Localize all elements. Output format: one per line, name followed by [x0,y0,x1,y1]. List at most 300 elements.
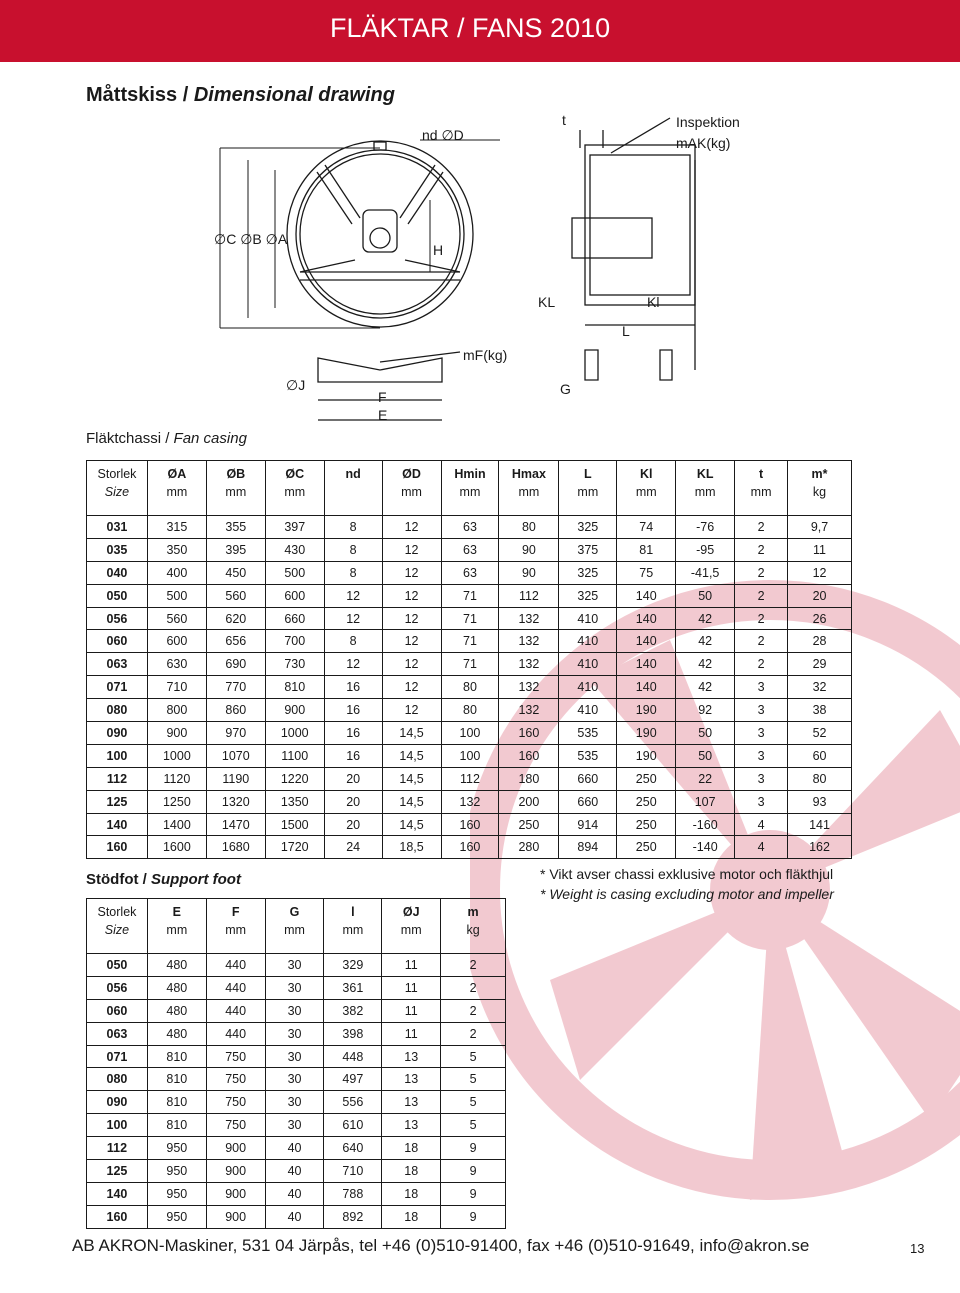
value-cell: 2 [735,653,788,676]
column-unit: mm [676,483,735,505]
value-cell: 710 [147,676,206,699]
value-cell: 2 [441,976,506,999]
value-cell: 325 [559,516,617,539]
value-cell: 40 [265,1160,324,1183]
value-cell: 1000 [147,744,206,767]
value-cell: 80 [788,767,852,790]
note-sv: * Vikt avser chassi exklusive motor och fläkthjul [540,866,834,882]
value-cell: 24 [324,836,382,859]
value-cell: 2 [735,561,788,584]
value-cell: 410 [559,699,617,722]
value-cell: 30 [265,1114,324,1137]
value-cell: 8 [324,538,382,561]
value-cell: 400 [147,561,206,584]
size-cell: 125 [87,1160,148,1183]
value-cell: 12 [382,607,441,630]
value-cell: 2 [441,999,506,1022]
casing-title-en: Fan casing [173,430,247,447]
value-cell: 1600 [147,836,206,859]
value-cell: 1000 [265,722,324,745]
value-cell: 5 [441,1068,506,1091]
label-kl-upper: KL [538,294,556,310]
value-cell: 600 [265,584,324,607]
table-row [87,538,852,561]
value-cell: 190 [617,744,676,767]
value-cell: 11 [788,538,852,561]
value-cell: 12 [382,630,441,653]
value-cell: 1400 [147,813,206,836]
size-cell: 056 [87,976,148,999]
value-cell: 16 [324,744,382,767]
value-cell: 690 [206,653,265,676]
value-cell: 950 [147,1182,206,1205]
value-cell: 1120 [147,767,206,790]
value-cell: 20 [324,813,382,836]
value-cell: 620 [206,607,265,630]
value-cell: 410 [559,630,617,653]
value-cell: 3 [735,744,788,767]
size-cell: 160 [87,836,148,859]
value-cell: 190 [617,699,676,722]
page-number: 13 [910,1241,925,1256]
value-cell: 480 [147,999,206,1022]
column-header: m* [788,461,852,484]
value-cell: 2 [441,1022,506,1045]
table-row [87,1205,506,1228]
value-cell: 132 [499,607,559,630]
table-row [87,976,506,999]
value-cell: 160 [499,722,559,745]
column-unit: mm [206,483,265,505]
value-cell: 14,5 [382,744,441,767]
value-cell: 13 [382,1091,441,1114]
value-cell: 892 [324,1205,382,1228]
value-cell: 730 [265,653,324,676]
value-cell: 5 [441,1045,506,1068]
column-header: Hmin [441,461,499,484]
table-row [87,767,852,790]
value-cell: 112 [499,584,559,607]
value-cell: 71 [441,653,499,676]
value-cell: 497 [324,1068,382,1091]
column-header: ØJ [382,899,441,922]
value-cell: 1500 [265,813,324,836]
value-cell: 750 [206,1091,265,1114]
value-cell: 141 [788,813,852,836]
value-cell: 112 [441,767,499,790]
value-cell: 398 [324,1022,382,1045]
value-cell: 450 [206,561,265,584]
column-unit: Size [87,921,148,943]
size-cell: 140 [87,1182,148,1205]
value-cell: 63 [441,516,499,539]
value-cell: 5 [441,1091,506,1114]
label-e: E [378,407,388,423]
value-cell: 329 [324,954,382,977]
value-cell: 770 [206,676,265,699]
value-cell: 93 [788,790,852,813]
value-cell: 3 [735,767,788,790]
size-cell: 100 [87,1114,148,1137]
value-cell: 410 [559,653,617,676]
size-cell: 090 [87,1091,148,1114]
value-cell: 350 [147,538,206,561]
label-cba: ∅C ∅B ∅A [214,231,288,247]
value-cell: 90 [499,538,559,561]
casing-title-sv: Fläktchassi / [86,430,174,447]
value-cell: 81 [617,538,676,561]
table-row [87,607,852,630]
value-cell: 50 [676,722,735,745]
value-cell: -140 [676,836,735,859]
value-cell: 40 [265,1205,324,1228]
size-cell: 071 [87,676,148,699]
fan-casing-table [86,460,852,859]
table-row [87,1045,506,1068]
value-cell: 52 [788,722,852,745]
label-inspektion: Inspektion [676,114,740,130]
label-g: G [560,381,571,397]
value-cell: 810 [265,676,324,699]
value-cell: 60 [788,744,852,767]
foot-table-header [87,899,506,944]
value-cell: 160 [499,744,559,767]
value-cell: 30 [265,954,324,977]
value-cell: 800 [147,699,206,722]
value-cell: -76 [676,516,735,539]
column-header: ØC [265,461,324,484]
value-cell: 900 [147,722,206,745]
value-cell: 325 [559,561,617,584]
value-cell: 8 [324,630,382,653]
column-header: nd [324,461,382,484]
value-cell: 361 [324,976,382,999]
value-cell: 600 [147,630,206,653]
value-cell: 700 [265,630,324,653]
column-unit: mm [206,921,265,943]
label-l: L [622,323,630,339]
value-cell: 750 [206,1068,265,1091]
value-cell: 9 [441,1160,506,1183]
value-cell: 12 [788,561,852,584]
size-cell: 112 [87,1137,148,1160]
value-cell: 12 [382,538,441,561]
column-header: KL [676,461,735,484]
table-row [87,744,852,767]
value-cell: 29 [788,653,852,676]
value-cell: 18,5 [382,836,441,859]
value-cell: 894 [559,836,617,859]
column-unit: mm [265,921,324,943]
value-cell: 250 [499,813,559,836]
size-cell: 056 [87,607,148,630]
table-row [87,699,852,722]
value-cell: 32 [788,676,852,699]
value-cell: 9 [441,1182,506,1205]
value-cell: 3 [735,699,788,722]
value-cell: 190 [617,722,676,745]
column-unit: mm [382,483,441,505]
fan-front-view [287,141,473,327]
value-cell: -95 [676,538,735,561]
value-cell: 50 [676,584,735,607]
value-cell: 1720 [265,836,324,859]
value-cell: 50 [676,744,735,767]
value-cell: 410 [559,676,617,699]
value-cell: 660 [265,607,324,630]
value-cell: 80 [441,699,499,722]
value-cell: 660 [559,767,617,790]
value-cell: 810 [147,1091,206,1114]
column-header: l [324,899,382,922]
value-cell: 2 [735,607,788,630]
value-cell: 900 [206,1182,265,1205]
value-cell: 4 [735,836,788,859]
column-unit: mm [147,921,206,943]
size-cell: 100 [87,744,148,767]
column-unit: mm [265,483,324,505]
value-cell: 75 [617,561,676,584]
size-cell: 125 [87,790,148,813]
value-cell: 382 [324,999,382,1022]
value-cell: 480 [147,954,206,977]
table-row [87,1160,506,1183]
value-cell: 315 [147,516,206,539]
value-cell: 440 [206,976,265,999]
value-cell: 1680 [206,836,265,859]
size-cell: 063 [87,1022,148,1045]
table-row [87,1182,506,1205]
size-cell: 060 [87,630,148,653]
value-cell: 3 [735,790,788,813]
value-cell: 20 [324,767,382,790]
value-cell: 535 [559,744,617,767]
value-cell: 71 [441,584,499,607]
value-cell: 132 [499,653,559,676]
size-cell: 060 [87,999,148,1022]
value-cell: 140 [617,653,676,676]
value-cell: 656 [206,630,265,653]
label-kl-lower: Kl [647,294,660,310]
column-header: t [735,461,788,484]
value-cell: 80 [499,516,559,539]
value-cell: 30 [265,976,324,999]
value-cell: 30 [265,999,324,1022]
column-unit: mm [324,921,382,943]
value-cell: 810 [147,1045,206,1068]
support-title-sv: Stödfot / [86,871,151,888]
value-cell: 140 [617,584,676,607]
value-cell: 556 [324,1091,382,1114]
value-cell: 440 [206,999,265,1022]
value-cell: 12 [324,584,382,607]
value-cell: 18 [382,1160,441,1183]
value-cell: 397 [265,516,324,539]
value-cell: 92 [676,699,735,722]
column-header: ØA [147,461,206,484]
fan-side-view [572,118,695,370]
value-cell: 26 [788,607,852,630]
table-row [87,836,852,859]
value-cell: 22 [676,767,735,790]
value-cell: 900 [206,1160,265,1183]
value-cell: 14,5 [382,790,441,813]
value-cell: 160 [441,813,499,836]
value-cell: 395 [206,538,265,561]
label-h: H [433,242,444,258]
value-cell: 970 [206,722,265,745]
column-header: ØD [382,461,441,484]
value-cell: 560 [206,584,265,607]
table-row [87,1068,506,1091]
value-cell: 2 [735,516,788,539]
value-cell: 9,7 [788,516,852,539]
value-cell: 1250 [147,790,206,813]
value-cell: 355 [206,516,265,539]
label-f: F [378,389,387,405]
value-cell: 9 [441,1205,506,1228]
table-row [87,1114,506,1137]
value-cell: 788 [324,1182,382,1205]
note-en: * Weight is casing excluding motor and impeller [540,886,834,902]
column-unit: mm [441,483,499,505]
value-cell: 107 [676,790,735,813]
value-cell: 12 [324,653,382,676]
label-mf: mF(kg) [463,347,508,363]
drawing-title-sv: Måttskiss / [86,84,194,106]
size-cell: 080 [87,699,148,722]
value-cell: 610 [324,1114,382,1137]
size-cell: 050 [87,954,148,977]
value-cell: 535 [559,722,617,745]
value-cell: 950 [147,1160,206,1183]
value-cell: 660 [559,790,617,813]
value-cell: 200 [499,790,559,813]
value-cell: 250 [617,767,676,790]
value-cell: 16 [324,699,382,722]
value-cell: 11 [382,999,441,1022]
value-cell: 16 [324,676,382,699]
value-cell: 28 [788,630,852,653]
size-cell: 090 [87,722,148,745]
value-cell: 30 [265,1091,324,1114]
table-row [87,676,852,699]
value-cell: 40 [265,1137,324,1160]
value-cell: 13 [382,1114,441,1137]
value-cell: 3 [735,676,788,699]
size-cell: 035 [87,538,148,561]
value-cell: 2 [441,954,506,977]
value-cell: 80 [441,676,499,699]
size-cell: 031 [87,516,148,539]
value-cell: 140 [617,630,676,653]
value-cell: 900 [265,699,324,722]
value-cell: 440 [206,954,265,977]
size-cell: 050 [87,584,148,607]
value-cell: 1190 [206,767,265,790]
value-cell: 750 [206,1045,265,1068]
value-cell: 42 [676,676,735,699]
support-foot-table [86,898,506,1229]
column-header: E [147,899,206,922]
value-cell: 13 [382,1045,441,1068]
value-cell: 1220 [265,767,324,790]
label-j: ∅J [286,377,306,393]
column-unit: Size [87,483,148,505]
value-cell: 18 [382,1205,441,1228]
table-row [87,653,852,676]
column-unit: mm [617,483,676,505]
value-cell: 132 [499,699,559,722]
table-row [87,1091,506,1114]
column-header: Kl [617,461,676,484]
value-cell: 71 [441,630,499,653]
value-cell: 810 [147,1114,206,1137]
table-row [87,722,852,745]
column-unit: mm [382,921,441,943]
size-cell: 040 [87,561,148,584]
value-cell: 750 [206,1114,265,1137]
value-cell: 132 [441,790,499,813]
value-cell: 280 [499,836,559,859]
table-row [87,790,852,813]
table-row [87,813,852,836]
value-cell: 18 [382,1182,441,1205]
value-cell: 12 [382,676,441,699]
value-cell: 30 [265,1068,324,1091]
value-cell: 12 [382,653,441,676]
value-cell: 11 [382,1022,441,1045]
value-cell: 1320 [206,790,265,813]
column-header: G [265,899,324,922]
value-cell: 9 [441,1137,506,1160]
size-cell: 071 [87,1045,148,1068]
column-header: L [559,461,617,484]
value-cell: 11 [382,954,441,977]
value-cell: 900 [206,1137,265,1160]
column-unit: mm [147,483,206,505]
casing-section-title [86,430,247,447]
value-cell: 500 [265,561,324,584]
value-cell: 18 [382,1137,441,1160]
value-cell: 1100 [265,744,324,767]
label-nd-d: nd ∅D [422,127,464,143]
value-cell: 13 [382,1068,441,1091]
value-cell: 1070 [206,744,265,767]
value-cell: 560 [147,607,206,630]
column-header: m [441,899,506,922]
table-row [87,999,506,1022]
value-cell: 14,5 [382,813,441,836]
size-cell: 112 [87,767,148,790]
value-cell: 12 [382,561,441,584]
drawing-title-en: Dimensional drawing [193,84,395,106]
value-cell: 448 [324,1045,382,1068]
column-header: ØB [206,461,265,484]
table-row [87,584,852,607]
column-header: Hmax [499,461,559,484]
value-cell: 14,5 [382,767,441,790]
value-cell: 42 [676,653,735,676]
value-cell: 162 [788,836,852,859]
value-cell: 132 [499,676,559,699]
column-unit: kg [441,921,506,943]
value-cell: 440 [206,1022,265,1045]
table-row [87,516,852,539]
value-cell: 810 [147,1068,206,1091]
column-header: Storlek [87,461,148,484]
value-cell: 180 [499,767,559,790]
